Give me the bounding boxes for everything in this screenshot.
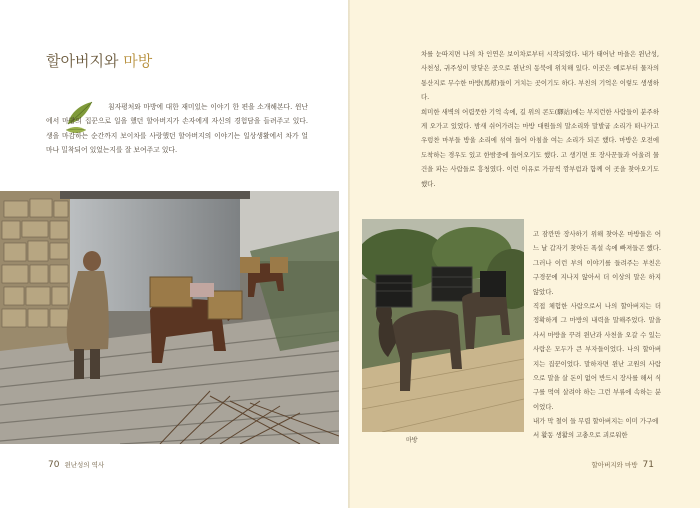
- paragraph: 고 잠깐만 장사하기 위해 찾아온 마방들은 어느 날 갑자기 찾아든 폭설 속에 빠져들곤 했다. 그러나 이런 부의 이야기를 들려주는 부친은 구경꾼에 지나지 않아서 더 이상의 말은 하지 않았다.: [533, 230, 661, 296]
- running-head-right: 할아버지와 마방: [591, 461, 638, 469]
- paragraph: 내가 막 철이 들 무렵 할아버지는 이미 가구에서 활동 생활의 고충으로 괴로워한: [533, 417, 659, 440]
- page-number-left: 70: [48, 460, 60, 470]
- paragraph: 차를 눈따지면 나의 차 인연은 보이차로부터 시작되었다. 내가 태어난 마을은 윈난성, 사천성, 귀주성이 맞닿은 곳으로 윈난의 동북에 위치해 있다. 이곳은 예로부터 물자의 통산지로 무수한 마방(馬幇)들이 거치는 곳이기도 하다. 부친의 기억은 이렇도 생생하다.: [421, 50, 659, 102]
- folio-left: [48, 460, 104, 470]
- folio-right: [592, 460, 654, 470]
- paragraph: 직접 체험한 사람으로서 나의 할아버지는 더 정확하게 그 마방의 내력을 말해주었다. 말을 사서 마방을 꾸려 윈난과 사천을 오갈 수 있는 사람은 모두가 큰 부자들이었다. 나의 할아버지는 집꾼이었다. 말하자면 윈난 고원의 사람으로 말을 살 돈이 없어 반드시 장사를 해서 식구를 먹여 살려야 하는 그런 부류에 속하는 분이었다.: [533, 302, 661, 411]
- body-text-full-width: [421, 47, 659, 191]
- title-accent: 마방: [123, 52, 153, 70]
- body-text-bottom: [533, 414, 661, 443]
- page-title: [46, 50, 152, 71]
- intro-paragraph: 침자평처와 마방에 대한 재미있는 이야기 한 편을 소개해본다. 윈난에서 마방의 집꾼으로 일을 했던 할아버지가 손자에게 자신의 경험담을 들려주고 있다. 생을 마감하는 순간까지 보이차를 사랑했던 할아버지의 이야기는 일상생활에서 차가 얼마나 밀착되어 있었는지를 잘 보여주고 있다.: [46, 103, 308, 154]
- paragraph: 희미한 새벽의 어렴풋한 기억 속에, 길 위의 콘도(驛站)에는 부지런한 사람들이 분주하게 오가고 있었다. 밤새 쉬어가려는 마방 대원들의 말소리와 말발굽 소리가 떠나가고 우렁찬 마부들 방울 소리에 섞여 들어 아침을 여는 소리가 되곤 했다. 마방은 오전에 도착하는 경우도 있고 한밤중에 들어오기도 했다. 고 생기면 또 장사꾼들과 어울려 물건을 파는 사람들로 흥청였다. 이런 이유로 가끔씩 깜부럼과 함께 이 곳을 찾아오기도 했다.: [421, 107, 659, 188]
- title-main: 할아버지와: [46, 52, 124, 70]
- photo-caption: 마방: [406, 437, 418, 444]
- mule-caravan-photo: [0, 191, 339, 444]
- page-number-right: 71: [642, 460, 654, 470]
- mule-statues-photo: [362, 219, 524, 432]
- body-text-narrow: [533, 227, 661, 414]
- running-head-left: 윈난성의 역사: [64, 461, 105, 469]
